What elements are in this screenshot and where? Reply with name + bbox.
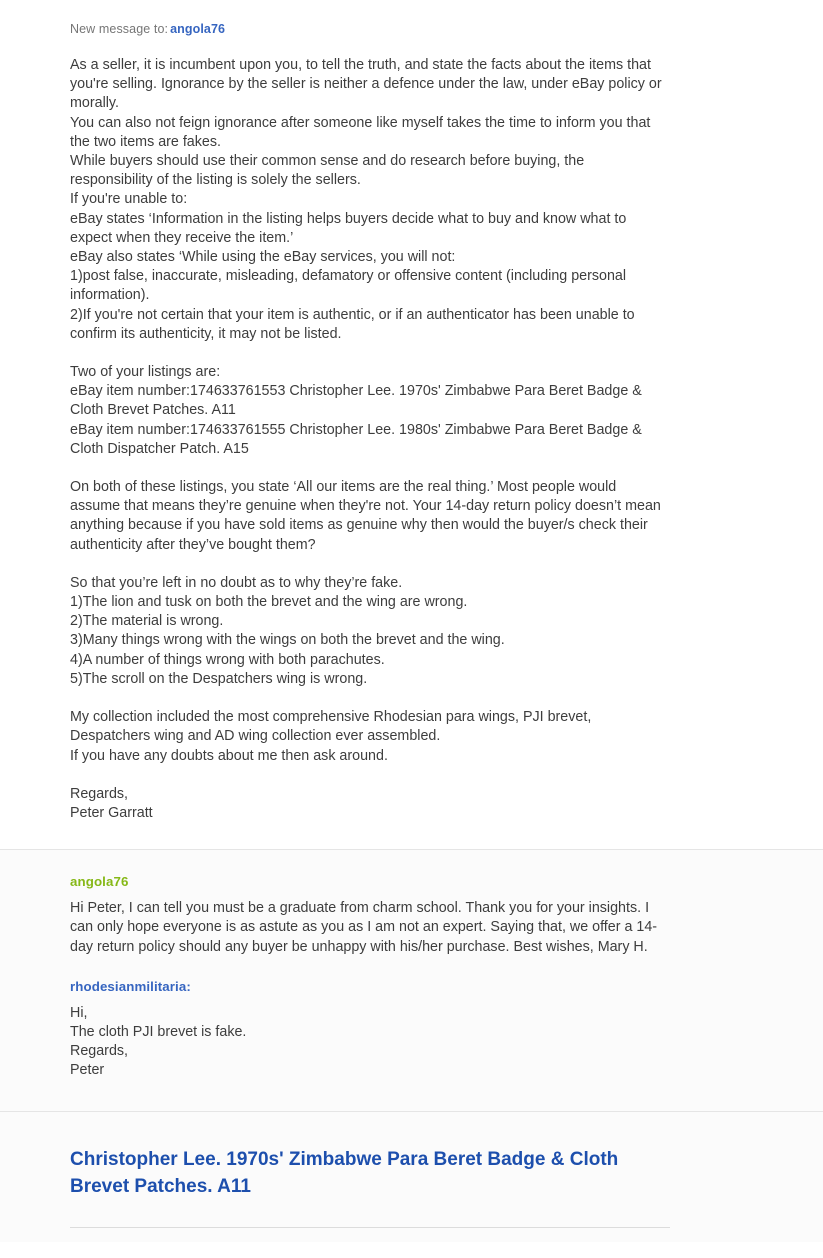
paragraph-gap <box>70 459 670 478</box>
reply-body <box>70 1004 670 1081</box>
listing-title-link[interactable]: Christopher Lee. 1970s' Zimbabwe Para Beret Badge & Cloth Brevet Patches. A11 <box>70 1148 619 1197</box>
message-body <box>70 56 670 823</box>
paragraph-gap <box>70 344 670 363</box>
reply-username-link[interactable]: angola76 <box>70 874 129 890</box>
listing-section <box>0 1112 823 1242</box>
message-paragraph: Regards, <box>70 785 129 802</box>
reply-paragraph: Peter <box>70 1062 105 1079</box>
message-paragraph: Two of your listings are: <box>70 364 221 381</box>
message-paragraph: On both of these listings, you state ‘All our items are the real thing.’ Most people would assume that means they’re genuine when they're not. Your 14-day return policy doesn’t mean anything because if you have sold items as genuine why then would the buyer/s check their authenticity after they’ve bought them? <box>70 479 661 553</box>
message-header <box>70 22 753 36</box>
message-paragraph: eBay states ‘Information in the listing helps buyers decide what to buy and know what to expect when they receive the item.’ <box>70 210 627 246</box>
paragraph-gap <box>70 689 670 708</box>
message-paragraph: As a seller, it is incumbent upon you, to tell the truth, and state the facts about the items that you're selling. Ignorance by the seller is neither a defence under the law, under eBay policy or morally. <box>70 57 662 112</box>
message-recipient-link[interactable]: angola76 <box>170 22 226 36</box>
message-paragraph: eBay item number:174633761555 Christopher Lee. 1980s' Zimbabwe Para Beret Badge & Cloth Dispatcher Patch. A15 <box>70 421 642 457</box>
reply-username-link[interactable]: rhodesianmilitaria: <box>70 978 191 994</box>
message-paragraph: eBay item number:174633761553 Christopher Lee. 1970s' Zimbabwe Para Beret Badge & Cloth Brevet Patches. A11 <box>70 383 642 419</box>
message-paragraph: You can also not feign ignorance after someone like myself takes the time to inform you that the two items are fakes. <box>70 114 651 150</box>
paragraph-gap <box>70 766 670 785</box>
message-paragraph: 2)If you're not certain that your item is authentic, or if an authenticator has been unable to confirm its authenticity, it may not be listed. <box>70 306 635 342</box>
message-paragraph: 4)A number of things wrong with both parachutes. <box>70 651 385 668</box>
reply-block <box>70 874 753 957</box>
message-paragraph: 1)post false, inaccurate, misleading, defamatory or offensive content (including personal information). <box>70 268 627 304</box>
bottom-spacer <box>70 1228 753 1242</box>
replies-section <box>0 850 823 1110</box>
paragraph-gap <box>70 555 670 574</box>
reply-paragraph: The cloth PJI brevet is fake. <box>70 1023 247 1040</box>
message-header-label: New message to: <box>70 22 169 36</box>
reply-paragraph: Hi Peter, I can tell you must be a graduate from charm school. Thank you for your insights. I can only hope everyone is as astute as you as I am not an expert. Saying that, we offer a 14-day return policy should any buyer be unhappy with his/her purchase. Best wishes, Mary H. <box>70 900 658 955</box>
reply-body <box>70 899 670 957</box>
message-paragraph: While buyers should use their common sense and do research before buying, the responsibility of the listing is solely the sellers. <box>70 153 585 189</box>
message-paragraph: 3)Many things wrong with the wings on both the brevet and the wing. <box>70 632 505 649</box>
message-paragraph: So that you’re left in no doubt as to why they’re fake. <box>70 574 403 591</box>
message-paragraph: My collection included the most comprehensive Rhodesian para wings, PJI brevet, Despatchers wing and AD wing collection ever assembled. <box>70 709 592 745</box>
message-paragraph: Peter Garratt <box>70 804 153 821</box>
message-paragraph: 2)The material is wrong. <box>70 613 224 630</box>
message-paragraph: If you have any doubts about me then ask around. <box>70 747 388 764</box>
reply-block <box>70 979 753 1081</box>
message-paragraph: eBay also states ‘While using the eBay services, you will not: <box>70 249 456 266</box>
message-paragraph: 1)The lion and tusk on both the brevet and the wing are wrong. <box>70 594 468 611</box>
message-paragraph: If you're unable to: <box>70 191 188 208</box>
reply-paragraph: Hi, <box>70 1004 88 1021</box>
message-paragraph: 5)The scroll on the Despatchers wing is wrong. <box>70 670 368 687</box>
reply-paragraph: Regards, <box>70 1043 129 1060</box>
